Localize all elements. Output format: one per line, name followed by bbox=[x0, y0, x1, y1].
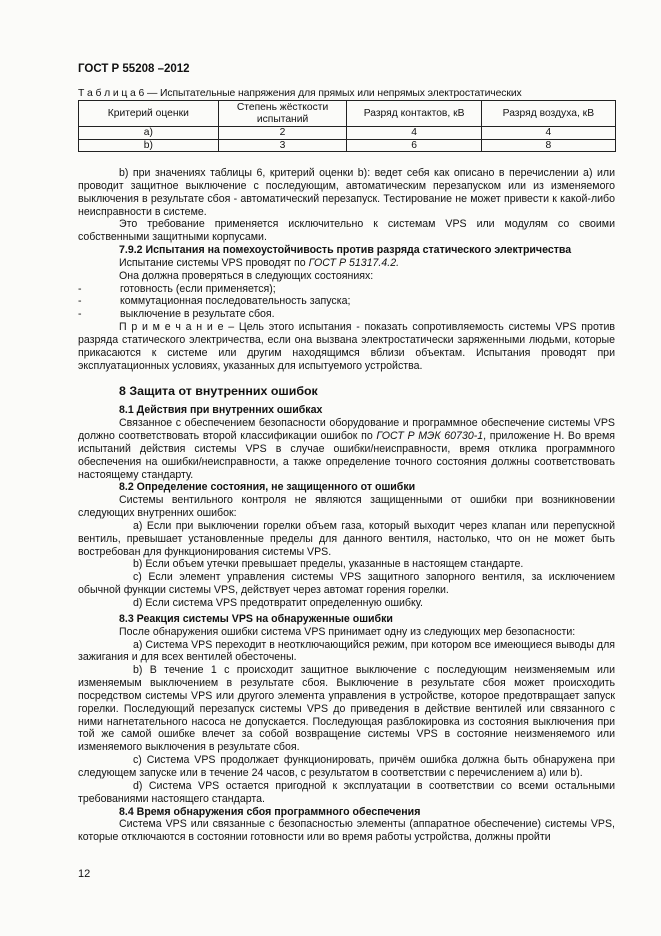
col-header: Критерий оценки bbox=[79, 101, 219, 127]
table-cell: b) bbox=[79, 139, 219, 152]
note-text: – Цель этого испытания - показать сопротивляемость системы VPS против разряда статического электричества, если она вызвана электростатически заряженными людьми, которые прикасаются к системе или другим находящимся вблизи объектам. Испытания проводят при эксплуатационных условиях, указанных для испытуемого устройства. bbox=[78, 321, 615, 372]
text-span: Испытание системы VPS проводят по bbox=[119, 256, 309, 269]
paragraph: Системы вентильного контроля не являются защищенными от ошибки при возникновении следующих внутренних ошибок: bbox=[78, 494, 615, 520]
table-6 bbox=[78, 100, 616, 152]
standard-reference: ГОСТ Р 51317.4.2. bbox=[308, 256, 400, 269]
paragraph: Она должна проверяться в следующих состояниях: bbox=[119, 269, 374, 282]
note-label: П р и м е ч а н и е bbox=[119, 321, 224, 334]
paragraph: d) Система VPS остается пригодной к эксплуатации в соответствии со всеми остальными требованиями настоящего стандарта. bbox=[78, 779, 615, 805]
section-heading: 8 Защита от внутренних ошибок bbox=[119, 383, 318, 398]
paragraph: b) В течение 1 с происходит защитное выключение с последующим неизменяемым или изменяемым выключением в результате сбоя. Выключение в результате сбоя может происходить посредством системы VPS или другого элемента управления в устройстве, которое предотвращает запуск горелки. Последующий перезапуск системы VPS до приведения в действие вентилей или связанного с ними нагнетательного насоса не допускается. Последующая разблокировка из состояния выключения при той же самой ошибке влечет за собой возвращение системы VPS в состояние неизменяемого или изменяемого выключения в результате сбоя. bbox=[78, 664, 615, 754]
document-header: ГОСТ Р 55208 –2012 bbox=[78, 63, 190, 75]
col-header: Разряд контактов, кВ bbox=[347, 101, 481, 127]
table-cell: 4 bbox=[347, 127, 481, 140]
subsection-heading: 8.2 Определение состояния, не защищенного от ошибки bbox=[119, 481, 416, 494]
subsection-heading: 8.3 Реакция системы VPS на обнаруженные ошибки bbox=[119, 612, 393, 625]
list-item-text: готовность (если применяется); bbox=[120, 282, 276, 295]
text-span: Связанное с обеспечением безопасности оборудование и программное обеспечение системы VPS должно соответствовать второй классификации ошибок по bbox=[78, 417, 615, 443]
list-item: - коммутационная последовательность запуска; bbox=[78, 295, 351, 308]
table-row bbox=[79, 127, 616, 140]
table-cell: a) bbox=[79, 127, 219, 140]
table-cell: 8 bbox=[481, 139, 615, 152]
paragraph: а) Если при выключении горелки объем газа, который выходит через клапан или перепускной вентиль, превышает установленные пределы для данного вентиля, настолько, что он не может быть востребован для функционирования системы VPS. bbox=[78, 519, 615, 558]
text-span: , приложение Н. Во время испытаний действия системы VPS в случае ошибки/неисправности, время отклика программного обеспечения на ошибки/неисправности, а также определение точного состояния должны соответствовать настоящему стандарту. bbox=[78, 430, 615, 481]
table-cell: 4 bbox=[481, 127, 615, 140]
body-text bbox=[78, 167, 615, 844]
page-number: 12 bbox=[78, 868, 91, 880]
subsection-heading: 8.4 Время обнаружения сбоя программного обеспечения bbox=[119, 805, 421, 818]
table-row bbox=[79, 139, 616, 152]
paragraph: b) Если объем утечки превышает пределы, указанные в настоящем стандарте. bbox=[133, 558, 524, 571]
paragraph: b) при значениях таблицы 6, критерий оценки b): ведет себя как описано в перечислении а) или проводит защитное выключение с последующим, автоматическим перезапуском или из изменяемого выключения в результате сбоя - автоматический перезапуск. Тестирование не может привести к какой-либо неисправности в системе. bbox=[78, 167, 615, 218]
col-header: Разряд воздуха, кВ bbox=[481, 101, 615, 127]
subsection-heading: 7.9.2 Испытания на помехоустойчивость против разряда статического электричества bbox=[119, 244, 572, 257]
list-item: - выключение в результате сбоя. bbox=[78, 308, 275, 321]
paragraph: а) Система VPS переходит в неотключающийся режим, при котором все имеющиеся выводы для зажигания и для всех вентилей обесточены. bbox=[78, 638, 615, 664]
paragraph: d) Если система VPS предотвратит определенную ошибку. bbox=[133, 597, 423, 609]
table-cell: 3 bbox=[218, 139, 347, 152]
paragraph bbox=[78, 257, 615, 270]
paragraph: с) Система VPS продолжает функционировать, причём ошибка должна быть обнаружена при следующем запуске или в течение 24 часов, с результатом в соответствии с перечислением а) или b). bbox=[78, 754, 615, 779]
list-item-text: коммутационная последовательность запуска; bbox=[120, 295, 351, 308]
paragraph: Система VPS или связанные с безопасностью элементы (аппаратное обеспечение) системы VPS, которые отключаются в состоянии готовности или во время работы устройства, должны пройти bbox=[78, 818, 615, 844]
paragraph bbox=[78, 417, 615, 481]
note bbox=[78, 321, 615, 372]
table-caption: Т а б л и ц а 6 — Испытательные напряжения для прямых или непрямых электростатических bbox=[78, 88, 522, 99]
paragraph: c) Если элемент управления системы VPS защитного запорного вентиля, за исключением обычной функции системы VPS, действует через автомат горения горелки. bbox=[78, 571, 615, 597]
col-header: Степень жёсткости испытаний bbox=[218, 101, 347, 127]
list-item: - готовность (если применяется); bbox=[78, 282, 276, 295]
paragraph: После обнаружения ошибки система VPS принимает одну из следующих мер безопасности: bbox=[119, 625, 576, 638]
table-cell: 6 bbox=[347, 139, 481, 152]
table-header-row bbox=[79, 101, 616, 127]
table-cell: 2 bbox=[218, 127, 347, 140]
paragraph: Это требование применяется исключительно к системам VPS или модулям со своими собственными защитными корпусами. bbox=[78, 218, 615, 244]
subsection-heading: 8.1 Действия при внутренних ошибках bbox=[119, 404, 323, 417]
list-item-text: выключение в результате сбоя. bbox=[120, 308, 275, 321]
standard-reference: ГОСТ Р МЭК 60730-1 bbox=[376, 430, 484, 443]
